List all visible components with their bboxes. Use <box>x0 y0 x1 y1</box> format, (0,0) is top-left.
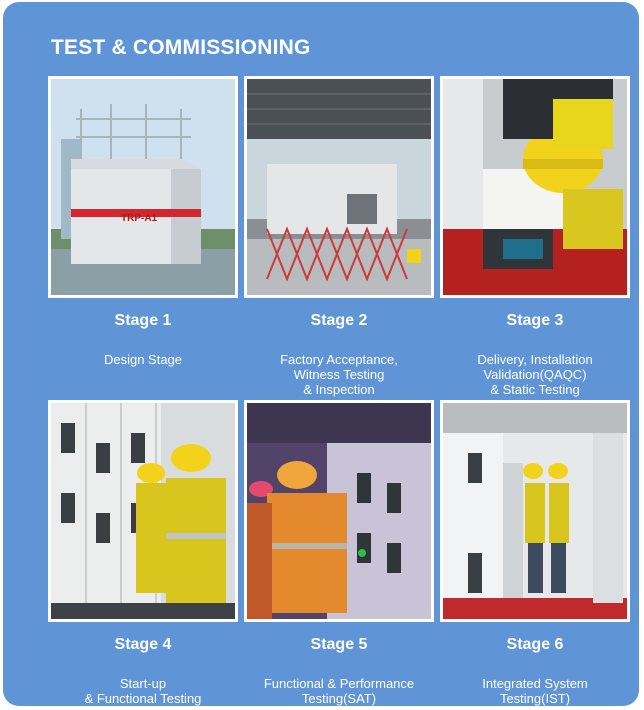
stage-3-label: Stage 3 <box>506 312 564 329</box>
stage-6-photo <box>440 400 630 622</box>
container-sign: TRP-A1 <box>121 213 158 224</box>
stage-card-5 <box>244 400 434 706</box>
page-title: TEST & COMMISSIONING <box>51 36 311 59</box>
stage-1-description: Design Stage <box>103 352 183 367</box>
stage-6-description: Integrated System Testing(IST) <box>482 676 588 706</box>
stage-2-description: Factory Acceptance, Witness Testing & Inspection <box>280 352 398 397</box>
inspection-image <box>443 79 627 295</box>
stage-5-label: Stage 5 <box>310 636 368 653</box>
factory-yard-image <box>247 79 431 295</box>
startup-testing-image <box>51 403 235 619</box>
container-module-image <box>51 79 235 295</box>
stage-6-label: Stage 6 <box>506 636 564 653</box>
performance-testing-image <box>247 403 431 619</box>
stage-card-2 <box>244 76 434 397</box>
stage-4-label: Stage 4 <box>114 636 172 653</box>
stage-5-photo <box>244 400 434 622</box>
stage-5-description: Functional & Performance Testing(SAT) <box>263 676 415 706</box>
stage-4-description: Start-up & Functional Testing <box>84 676 202 706</box>
stage-1-label: Stage 1 <box>114 312 172 329</box>
commissioning-panel <box>3 2 639 706</box>
stage-2-label: Stage 2 <box>310 312 368 329</box>
stage-card-6 <box>440 400 630 706</box>
stage-3-description: Delivery, Installation Validation(QAQC) & Static Testing <box>477 352 593 397</box>
stage-card-1 <box>48 76 238 367</box>
stage-card-4 <box>48 400 238 706</box>
stage-card-3 <box>440 76 630 397</box>
stage-2-photo <box>244 76 434 298</box>
integrated-testing-image <box>443 403 627 619</box>
stage-3-photo <box>440 76 630 298</box>
stage-4-photo <box>48 400 238 622</box>
stage-1-photo <box>48 76 238 298</box>
